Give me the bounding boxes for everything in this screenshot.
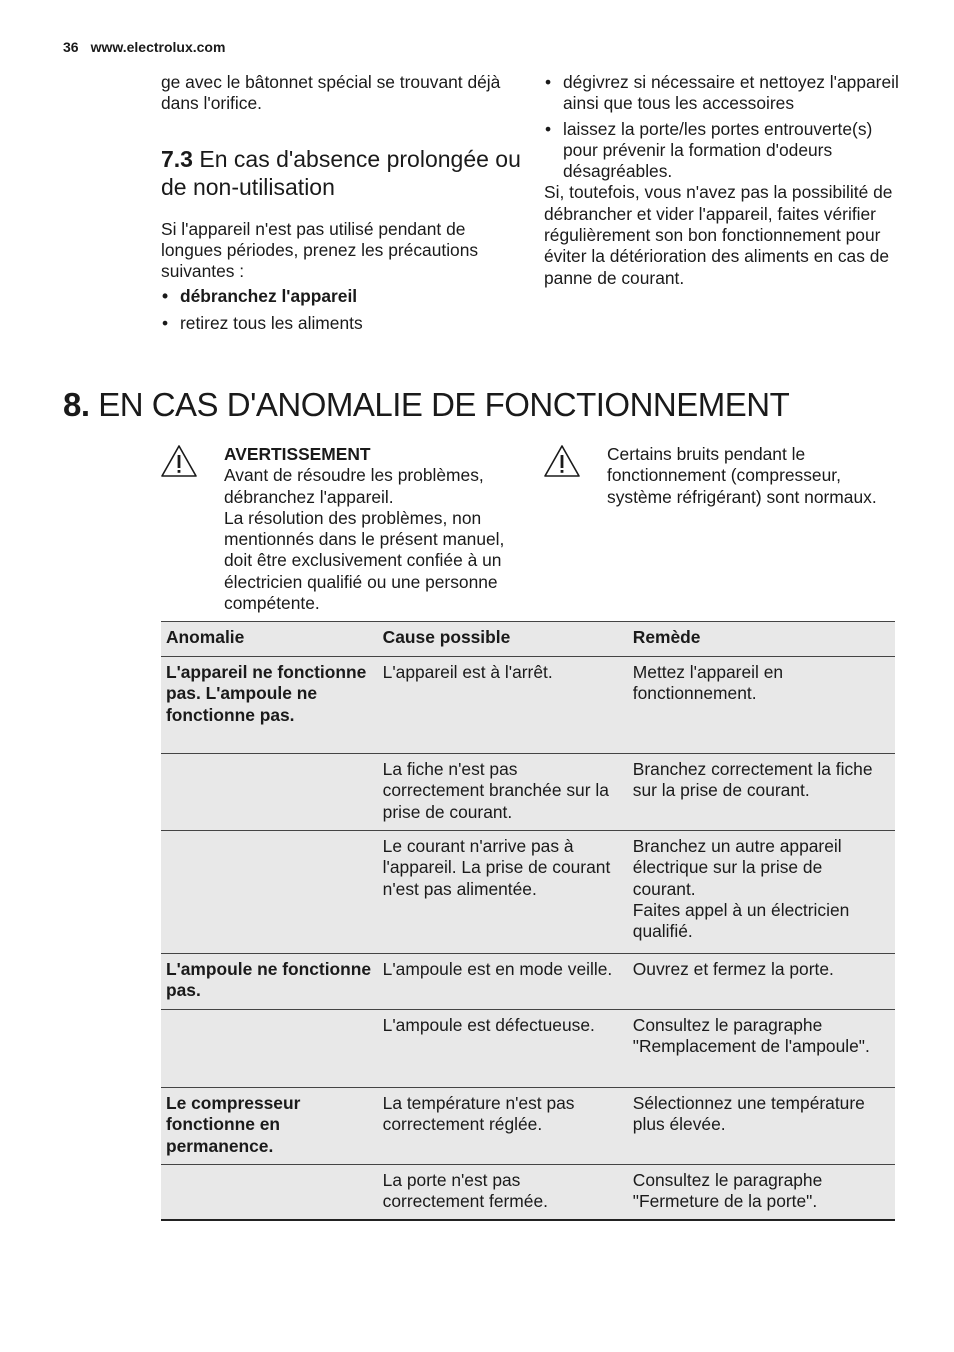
table-row <box>161 1165 895 1221</box>
list-item: • laissez la porte/les portes entrouverte(s) pour prévenir la formation d'odeurs désagréables. <box>544 119 899 183</box>
warning-triangle-icon <box>160 444 198 478</box>
anomaly-cell <box>161 754 378 831</box>
anomaly-cell <box>161 1010 378 1088</box>
section-title: EN CAS D'ANOMALIE DE FONCTIONNEMENT <box>98 386 790 423</box>
cause-cell: Le courant n'arrive pas à l'appareil. La prise de courant n'est pas alimentée. <box>378 831 628 954</box>
warning-text: Avant de résoudre les problèmes, débranchez l'appareil. <box>224 465 484 507</box>
table-header-row <box>161 622 895 657</box>
list-item: • dégivrez si nécessaire et nettoyez l'appareil ainsi que tous les accessoires <box>544 72 899 115</box>
column-header: Cause possible <box>378 622 628 657</box>
table-row <box>161 954 895 1010</box>
section-title: En cas d'absence prolongée ou de non-utilisation <box>161 145 521 200</box>
remedy-line: Branchez un autre appareil électrique sur la prise de courant. <box>632 836 842 899</box>
anomaly-cell <box>161 1165 378 1221</box>
intro-text: ge avec le bâtonnet spécial se trouvant déjà dans l'orifice. <box>161 72 501 114</box>
remedy-cell: Mettez l'appareil en fonctionnement. <box>628 657 895 754</box>
precautions-list-continued <box>544 72 899 182</box>
warning-title: AVERTISSEMENT <box>224 444 371 464</box>
cause-cell: La fiche n'est pas correctement branchée sur la prise de courant. <box>378 754 628 831</box>
warning-triangle-icon <box>543 444 581 478</box>
table-row <box>161 831 895 954</box>
remedy-cell: Branchez correctement la fiche sur la prise de courant. <box>628 754 895 831</box>
anomaly-cell: L'appareil ne fonctionne pas. L'ampoule ne fonctionne pas. <box>161 657 378 754</box>
remedy-cell: Sélectionnez une température plus élevée. <box>628 1088 895 1165</box>
table-row <box>161 1010 895 1088</box>
page-header <box>63 39 225 55</box>
table-row <box>161 1088 895 1165</box>
site-url: www.electrolux.com <box>90 39 226 55</box>
section-7-3-heading <box>161 145 521 201</box>
anomaly-cell <box>161 831 378 954</box>
cause-cell: La température n'est pas correctement réglée. <box>378 1088 628 1165</box>
anomaly-cell: L'ampoule ne fonctionne pas. <box>161 954 378 1010</box>
section-number: 7.3 <box>161 145 193 172</box>
table-row <box>161 657 895 754</box>
remedy-cell <box>628 831 895 954</box>
troubleshooting-table <box>161 621 895 1221</box>
precautions-paragraph: Si l'appareil n'est pas utilisé pendant de longues périodes, prenez les précautions suivantes : <box>161 218 479 282</box>
page-number: 36 <box>63 39 79 55</box>
anomaly-cell: Le compresseur fonctionne en permanence. <box>161 1088 378 1165</box>
section-number: 8. <box>63 386 90 423</box>
remedy-cell: Ouvrez et fermez la porte. <box>628 954 895 1010</box>
list-item: • retirez tous les aliments <box>161 313 521 334</box>
remedy-cell: Consultez le paragraphe "Fermeture de la porte". <box>628 1165 895 1221</box>
info-text: Certains bruits pendant le fonctionnement (compresseur, système réfrigérant) sont normaux. <box>607 444 877 507</box>
column-header: Anomalie <box>161 622 378 657</box>
precautions-list <box>161 286 521 334</box>
cause-cell: L'ampoule est défectueuse. <box>378 1010 628 1088</box>
list-item: • débranchez l'appareil <box>161 286 521 307</box>
cause-cell: L'appareil est à l'arrêt. <box>378 657 628 754</box>
power-failure-paragraph: Si, toutefois, vous n'avez pas la possibilité de débrancher et vider l'appareil, faites vérifier régulièrement son bon fonctionnement pour éviter la détérioration des aliments en cas de panne de courant. <box>544 182 893 288</box>
table-row <box>161 754 895 831</box>
warning-text: La résolution des problèmes, non mentionnés dans le présent manuel, doit être exclusivement confiée à un électricien qualifié ou une personne compétente. <box>224 507 505 614</box>
cause-cell: L'ampoule est en mode veille. <box>378 954 628 1010</box>
column-header: Remède <box>628 622 895 657</box>
cause-cell: La porte n'est pas correctement fermée. <box>378 1165 628 1221</box>
remedy-cell: Consultez le paragraphe "Remplacement de l'ampoule". <box>628 1010 895 1088</box>
remedy-line: Faites appel à un électricien qualifié. <box>632 899 850 942</box>
right-column <box>544 72 899 289</box>
section-8-heading <box>63 385 789 425</box>
left-column <box>161 72 521 334</box>
